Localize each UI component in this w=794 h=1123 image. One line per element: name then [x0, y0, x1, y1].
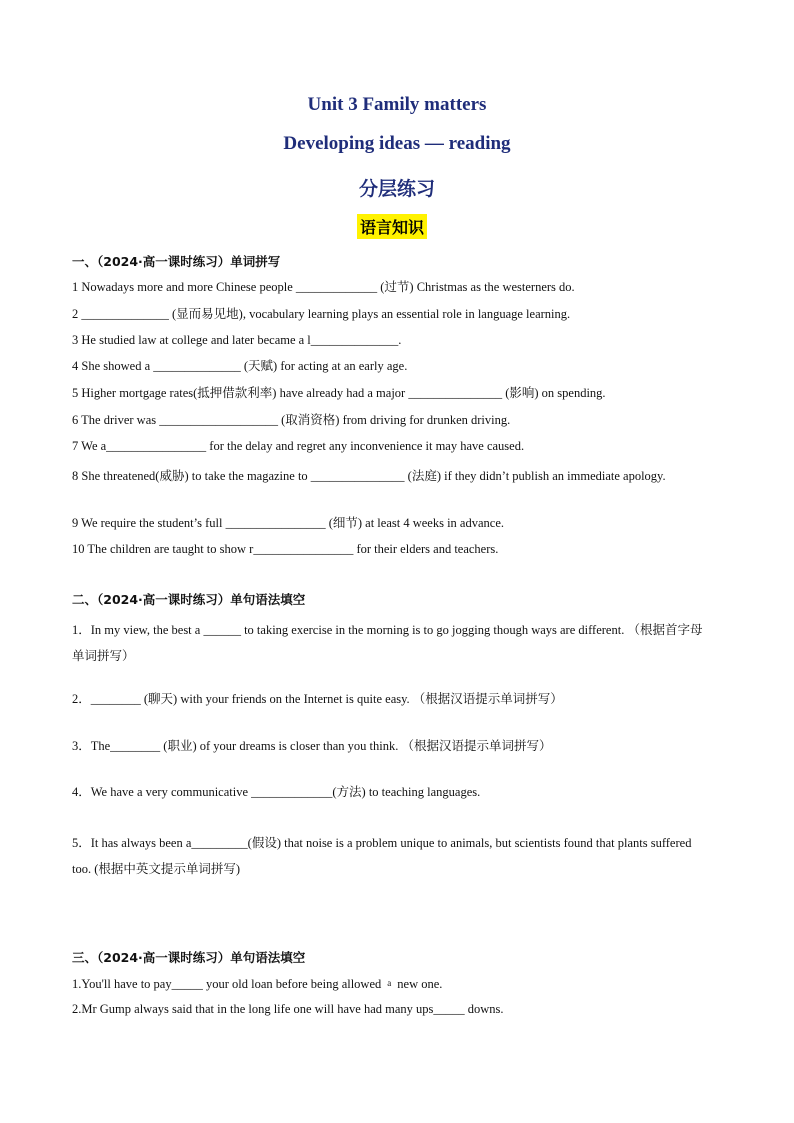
section3-heading: 三、（2024·高一课时练习）单句语法填空 [72, 950, 306, 965]
s1-item-2: 2 ______________ (显而易见地), vocabulary learning plays an essential role in language learning. [72, 307, 571, 321]
s1-item-4: 4 She showed a ______________ (天赋) for acting at an early age. [72, 359, 408, 373]
s1-item-6: 6 The driver was ___________________ (取消资格) from driving for drunken driving. [72, 413, 511, 427]
s3-item-1 [72, 974, 722, 993]
s2-item-3: 3．The________ (职业) of your dreams is closer than you think. （根据汉语提示单词拼写） [72, 739, 552, 753]
lesson-title: Developing ideas — reading [283, 133, 511, 154]
unit-title: Unit 3 Family matters [307, 94, 487, 115]
s1-item-3: 3 He studied law at college and later became a l______________. [72, 333, 402, 347]
s1-item-10: 10 The children are taught to show r________________ for their elders and teachers. [72, 542, 499, 556]
s1-item-9: 9 We require the student’s full ________________ (细节) at least 4 weeks in advance. [72, 516, 504, 530]
subtitle: 分层练习 [358, 178, 435, 200]
s1-item-5: 5 Higher mortgage rates(抵押借款利率) have already had a major _______________ (影响) on spending. [72, 386, 606, 400]
s1-item-8: 8 She threatened(威胁) to take the magazine to _______________ (法庭) if they didn’t publish an immediate apology. [72, 469, 666, 483]
s2-item-5: 5．It has always been a_________(假设) that noise is a problem unique to animals, but scientists found that plants suffered too. (根据中英文提示单词拼写) [72, 836, 692, 876]
section-badge: 语言知识 [357, 214, 427, 239]
section1-heading: 一、（2024·高一课时练习）单词拼写 [72, 254, 281, 269]
s2-item-1: 1．In my view, the best a ______ to taking exercise in the morning is to go jogging though ways are different. （根据首字母单词拼写） [72, 623, 703, 663]
s3-item-1-hint: a [387, 978, 392, 988]
s3-item-1-before: 1.You'll have to pay_____ your old loan before being allowed [72, 977, 382, 991]
s1-item-1: 1 Nowadays more and more Chinese people _____________ (过节) Christmas as the westerners do. [72, 280, 575, 294]
s3-item-1-after: new one. [397, 977, 443, 991]
s2-item-4: 4．We have a very communicative _____________(方法) to teaching languages. [72, 785, 481, 799]
section2-heading: 二、（2024·高一课时练习）单句语法填空 [72, 592, 306, 607]
s3-item-2: 2.Mr Gump always said that in the long life one will have had many ups_____ downs. [72, 1002, 504, 1016]
s2-item-2: 2．________ (聊天) with your friends on the Internet is quite easy. （根据汉语提示单词拼写） [72, 692, 563, 706]
s1-item-7: 7 We a________________ for the delay and regret any inconvenience it may have caused. [72, 439, 525, 453]
